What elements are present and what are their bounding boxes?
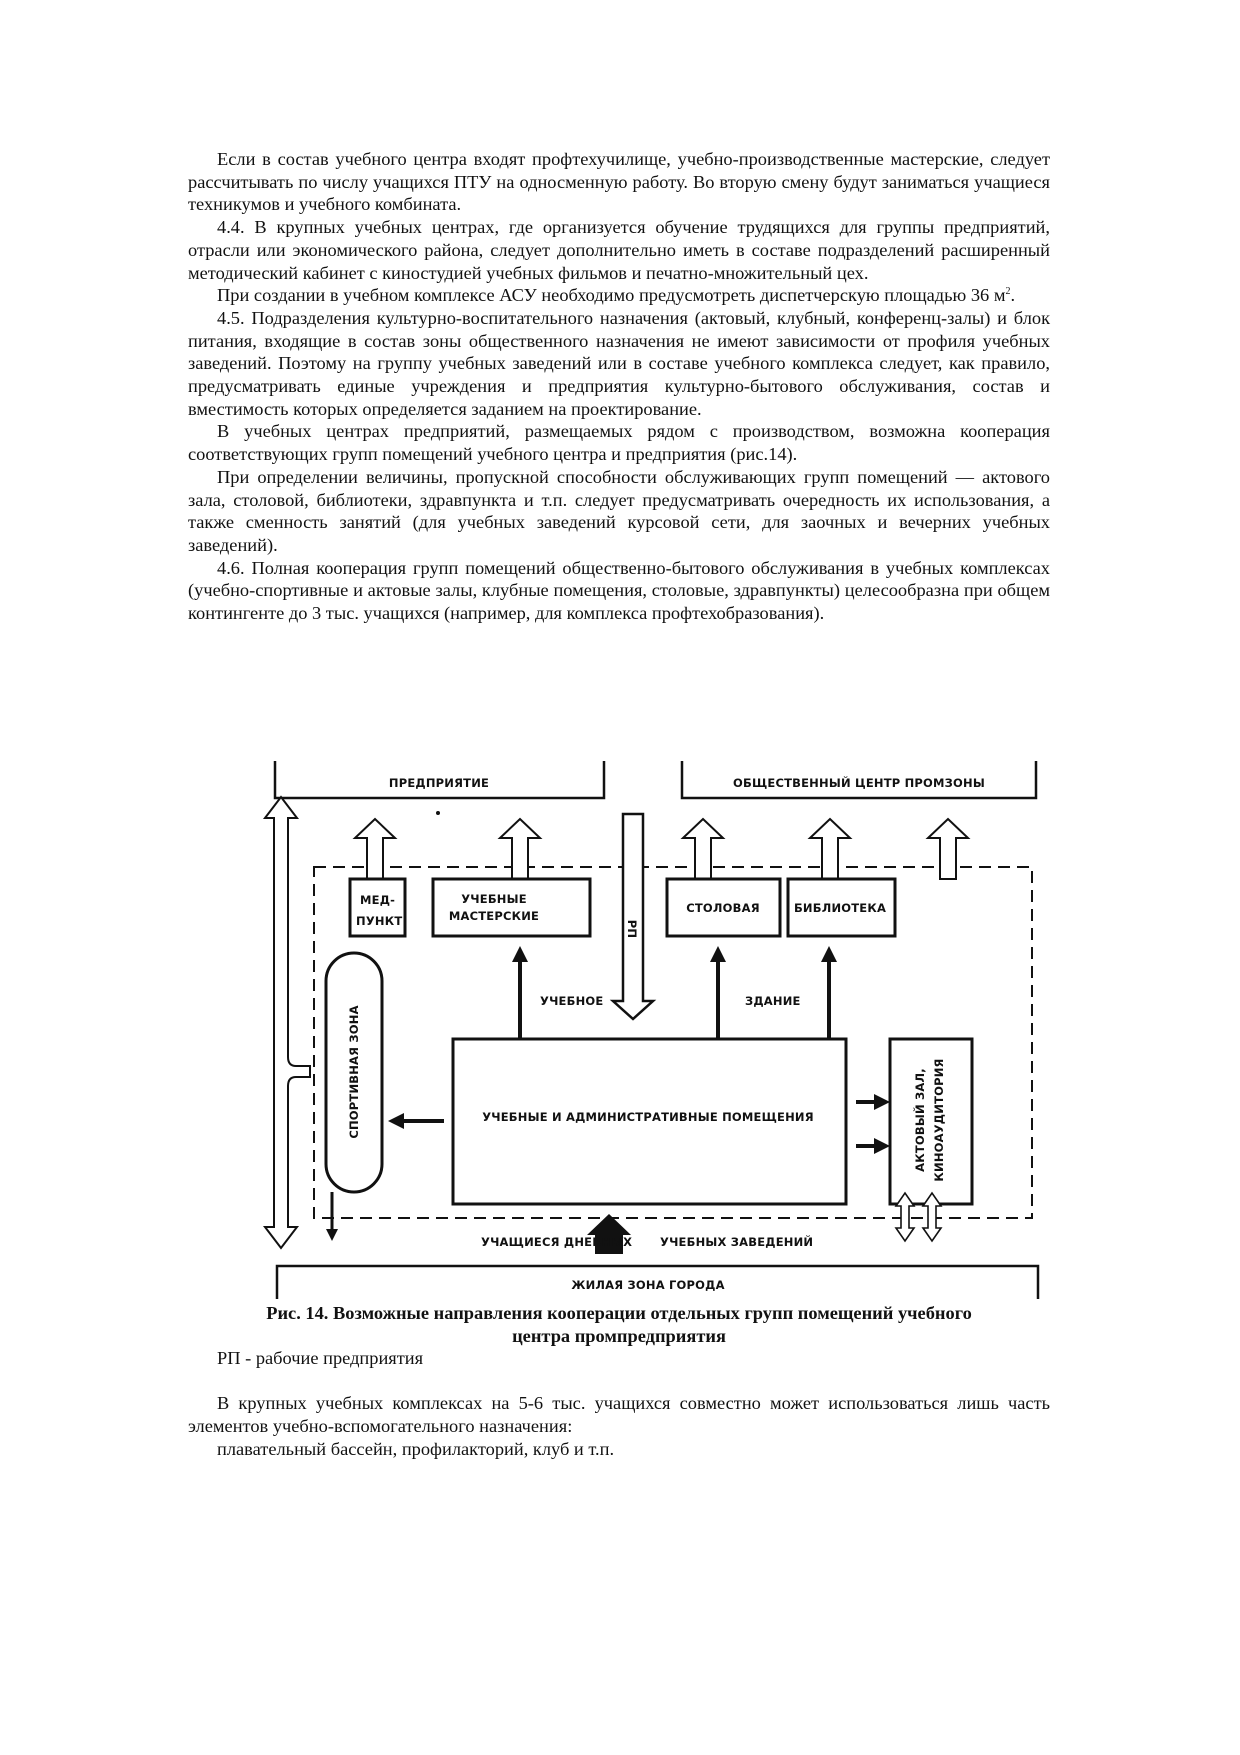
assembly-label-2: КИНОАУДИТОРИЯ — [932, 1058, 946, 1182]
body-text — [188, 148, 1050, 625]
medpunkt-label-1: МЕД- — [360, 893, 396, 907]
enterprise-label: ПРЕДПРИЯТИЕ — [388, 776, 490, 790]
figure-14 — [258, 757, 1048, 1302]
medpunkt-label-2: ПУНКТ — [356, 914, 403, 928]
left-double-arrow — [265, 797, 310, 1248]
paragraph-7: 4.6. Полная кооперация групп помещений общественно-бытового обслуживания в учебных комплексах (учебно-спортивные и актовые залы, клубные помещения, столовые, здравпункты) целесообразна при общем контингенте до 3 тыс. учащихся (например, для комплекса профтехобразования). — [188, 557, 1050, 624]
paragraph-1: Если в состав учебного центра входят профтехучилище, учебно-производственные мастерские, следует рассчитывать по числу учащихся ПТУ на односменную работу. Во вторую смену будут заниматься учащиеся техникумов и учебного комбината. — [188, 149, 1050, 215]
assembly-hall-box — [890, 1039, 972, 1204]
rp-arrow — [613, 814, 653, 1019]
hollow-arrow-up — [500, 819, 540, 879]
hollow-arrow-up — [355, 819, 395, 879]
workshops-label-2: МАСТЕРСКИЕ — [448, 909, 540, 923]
library-label: БИБЛИОТЕКА — [793, 901, 887, 915]
building-label-2: ЗДАНИЕ — [745, 994, 801, 1008]
public-center-label: ОБЩЕСТВЕННЫЙ ЦЕНТР ПРОМЗОНЫ — [733, 776, 985, 790]
paragraph-2: 4.4. В крупных учебных центрах, где организуется обучение трудящихся для группы предприятий, отрасли или экономического района, следует дополнительно иметь в составе подразделений расширенный методический кабинет с киностудией учебных фильмов и печатно-множительный цех. — [188, 217, 1050, 283]
paragraph-6: При определении величины, пропускной способности обслуживающих групп помещений — актового зала, столовой, библиотеки, здравпункта и т.п. следует предусматривать очередность их использования, а также сменность занятий (для учебных заведений курсовой сети, для заочных и вечерних учебных заведений). — [188, 466, 1050, 555]
closing-paragraph-1: В крупных учебных комплексах на 5-6 тыс. учащихся совместно может использоваться лишь часть элементов учебно-вспомогательного назначения: — [188, 1393, 1050, 1437]
figure-caption — [188, 1302, 1050, 1347]
dot-mark — [436, 811, 440, 815]
hollow-arrow-up — [810, 819, 850, 879]
hollow-arrow-up — [683, 819, 723, 879]
rp-label: РП — [625, 919, 639, 939]
paragraph-3-end: . — [1010, 285, 1016, 306]
assembly-label-1: АКТОВЫЙ ЗАЛ, — [913, 1068, 927, 1172]
sport-zone-label: СПОРТИВНАЯ ЗОНА — [347, 1005, 361, 1139]
workshops-label-1: УЧЕБНЫЕ — [461, 892, 527, 906]
footnote-rp: РП - рабочие предприятия — [217, 1348, 424, 1368]
after-figure-text — [188, 1347, 1050, 1461]
caption-line-2: центра промпредприятия — [512, 1325, 726, 1346]
main-rooms-label: УЧЕБНЫЕ И АДМИНИСТРАТИВНЫЕ ПОМЕЩЕНИЯ — [482, 1110, 814, 1124]
building-label-1: УЧЕБНОЕ — [540, 994, 604, 1008]
residential-label: ЖИЛАЯ ЗОНА ГОРОДА — [571, 1278, 725, 1292]
paragraph-4: 4.5. Подразделения культурно-воспитательного назначения (актовый, клубный, конференц-залы) и блок питания, входящие в состав зоны общественного назначения не имеют зависимости от профиля учебных заведений. Поэтому на группу учебных заведений или в составе учебного комплекса следует, как правило, предусматривать единые учреждения и предприятия культурно-бытового обслуживания, состав и вместимость которых определяется заданием на проектирование. — [188, 307, 1050, 419]
paragraph-3-text: При создании в учебном комплексе АСУ необходимо предусмотреть диспетчерскую площадью 36 м — [217, 285, 1006, 306]
cooperation-diagram — [258, 757, 1048, 1302]
canteen-label: СТОЛОВАЯ — [686, 901, 760, 915]
students-label-2: УЧЕБНЫХ ЗАВЕДЕНИЙ — [660, 1235, 814, 1249]
paragraph-3 — [188, 284, 1050, 307]
closing-paragraph-2: плавательный бассейн, профилакторий, клуб и т.п. — [217, 1438, 615, 1459]
superscript-2: 2 — [1005, 286, 1011, 298]
paragraph-5: В учебных центрах предприятий, размещаемых рядом с производством, возможна кооперация соответствующих групп помещений учебного центра и предприятия (рис.14). — [188, 421, 1050, 465]
caption-line-1: Рис. 14. Возможные направления кооперации отдельных групп помещений учебного — [266, 1303, 972, 1323]
hollow-arrow-up — [928, 819, 968, 879]
workshops-box — [433, 879, 590, 936]
students-label-1: УЧАЩИЕСЯ ДНЕВНЫХ — [481, 1235, 633, 1249]
